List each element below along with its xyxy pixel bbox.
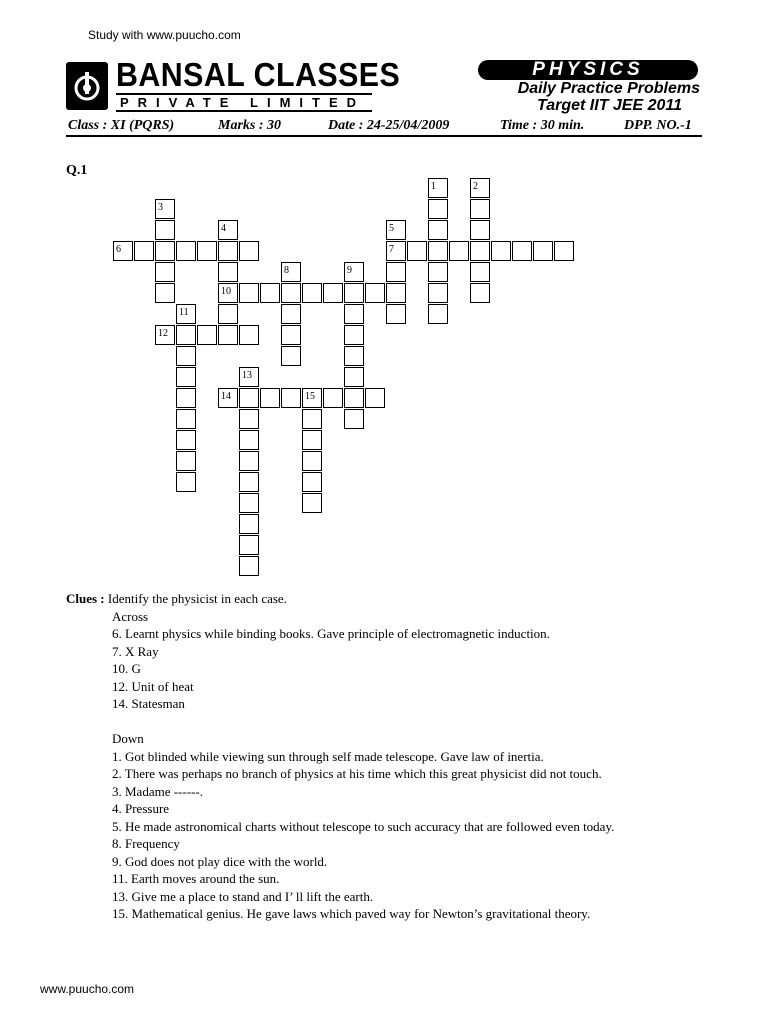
crossword-cell[interactable] <box>176 325 196 345</box>
down-clue: 2. There was perhaps no branch of physics at his time which this great physicist did not touch. <box>112 766 602 781</box>
crossword-cell[interactable] <box>239 283 259 303</box>
across-clue: 12. Unit of heat <box>112 678 194 694</box>
crossword-cell[interactable] <box>386 304 406 324</box>
crossword-cell[interactable] <box>323 283 343 303</box>
crossword-cell[interactable] <box>260 283 280 303</box>
crossword-cell[interactable] <box>344 367 364 387</box>
clues-section <box>66 590 614 923</box>
crossword-cell[interactable] <box>239 241 259 261</box>
crossword-cell[interactable] <box>176 409 196 429</box>
crossword-cell[interactable] <box>512 241 532 261</box>
crossword-cell[interactable] <box>428 262 448 282</box>
crossword-cell[interactable] <box>281 388 301 408</box>
clues-label: Clues : <box>66 591 105 606</box>
crossword-cell[interactable] <box>260 388 280 408</box>
down-clue: 1. Got blinded while viewing sun through self made telescope. Gave law of inertia. <box>112 748 544 764</box>
clue-number: 7 <box>389 244 394 255</box>
dpp-title: Daily Practice Problems <box>517 80 700 97</box>
down-clue: 8. Frequency <box>112 836 180 851</box>
crossword-cell[interactable] <box>197 241 217 261</box>
time-info: Time : 30 min. <box>500 118 585 133</box>
crossword-cell[interactable] <box>218 241 238 261</box>
down-title: Down <box>112 731 144 746</box>
crossword-cell[interactable] <box>428 241 448 261</box>
study-header: Study with www.puucho.com <box>88 28 241 42</box>
dpp-number: DPP. NO.-1 <box>624 118 692 133</box>
crossword-cell[interactable] <box>281 283 301 303</box>
crossword-cell[interactable] <box>428 199 448 219</box>
crossword-cell[interactable] <box>176 451 196 471</box>
crossword-cell[interactable] <box>554 241 574 261</box>
crossword-cell[interactable] <box>344 409 364 429</box>
clue-number: 12 <box>158 328 168 339</box>
across-clue: 10. G <box>112 661 141 676</box>
date-info: Date : 24-25/04/2009 <box>328 118 450 133</box>
down-clue: 5. He made astronomical charts without telescope to such accuracy that are followed even today. <box>112 818 615 834</box>
crossword-cell[interactable] <box>176 346 196 366</box>
down-clue: 4. Pressure <box>112 801 170 816</box>
crossword-cell[interactable] <box>344 325 364 345</box>
clue-number: 15 <box>305 391 315 402</box>
crossword-cell[interactable] <box>302 409 322 429</box>
crossword-cell[interactable] <box>470 262 490 282</box>
crossword-cell[interactable] <box>428 220 448 240</box>
clue-number: 4 <box>221 223 226 234</box>
crossword-cell[interactable] <box>302 430 322 450</box>
crossword-cell[interactable] <box>176 472 196 492</box>
crossword-cell[interactable] <box>239 514 259 534</box>
crossword-cell[interactable] <box>176 367 196 387</box>
down-clue: 13. Give me a place to stand and I’ ll lift the earth. <box>112 888 374 904</box>
crossword-cell[interactable] <box>365 388 385 408</box>
crossword-cell[interactable] <box>281 346 301 366</box>
marks-info: Marks : 30 <box>218 118 282 133</box>
crossword-cell[interactable] <box>533 241 553 261</box>
crossword-cell[interactable] <box>344 283 364 303</box>
brand-name: BANSAL CLASSES <box>116 56 401 93</box>
crossword-cell[interactable] <box>176 388 196 408</box>
clue-number: 6 <box>116 244 121 255</box>
crossword-cell[interactable] <box>176 241 196 261</box>
crossword-cell[interactable] <box>344 304 364 324</box>
crossword-cell[interactable] <box>155 220 175 240</box>
crossword-cell[interactable] <box>239 325 259 345</box>
crossword-cell[interactable] <box>323 388 343 408</box>
crossword-cell[interactable] <box>365 283 385 303</box>
crossword-cell[interactable] <box>239 472 259 492</box>
crossword-cell[interactable] <box>470 283 490 303</box>
crossword-cell[interactable] <box>239 535 259 555</box>
clue-number: 3 <box>158 202 163 213</box>
clue-number: 9 <box>347 265 352 276</box>
clue-number: 1 <box>431 181 436 192</box>
crossword-cell[interactable] <box>155 241 175 261</box>
crossword-cell[interactable] <box>239 556 259 576</box>
down-clue: 3. Madame ------. <box>112 783 203 799</box>
crossword-cell[interactable] <box>218 304 238 324</box>
across-clue: 14. Statesman <box>112 696 185 711</box>
crossword-cell[interactable] <box>218 262 238 282</box>
crossword-cell[interactable] <box>302 472 322 492</box>
crossword-cell[interactable] <box>428 304 448 324</box>
crossword-cell[interactable] <box>449 241 469 261</box>
crossword-cell[interactable] <box>239 409 259 429</box>
subject-badge: PHYSICS <box>478 60 698 80</box>
down-clue: 9. God does not play dice with the world. <box>112 853 328 869</box>
clue-number: 5 <box>389 223 394 234</box>
class-info: Class : XI (PQRS) <box>68 118 175 133</box>
crossword-cell[interactable] <box>407 241 427 261</box>
clues-intro: Identify the physicist in each case. <box>107 591 287 606</box>
crossword-cell[interactable] <box>281 325 301 345</box>
clue-number: 2 <box>473 181 478 192</box>
clue-number: 11 <box>179 307 189 318</box>
crossword-cell[interactable] <box>344 388 364 408</box>
crossword-cell[interactable] <box>302 451 322 471</box>
crossword-cell[interactable] <box>134 241 154 261</box>
crossword-cell[interactable] <box>155 283 175 303</box>
crossword-cell[interactable] <box>239 388 259 408</box>
crossword-cell[interactable] <box>470 220 490 240</box>
crossword-cell[interactable] <box>302 493 322 513</box>
down-clue: 15. Mathematical genius. He gave laws which paved way for Newton’s gravitational theory. <box>112 906 591 921</box>
crossword-cell[interactable] <box>197 325 217 345</box>
crossword-cell[interactable] <box>155 262 175 282</box>
clue-number: 8 <box>284 265 289 276</box>
down-clue: 11. Earth moves around the sun. <box>112 871 280 886</box>
crossword-cell[interactable] <box>386 262 406 282</box>
crossword-cell[interactable] <box>218 325 238 345</box>
crossword-cell[interactable] <box>176 430 196 450</box>
clue-number: 10 <box>221 286 231 297</box>
footer-url: www.puucho.com <box>40 982 135 996</box>
across-clue: 7. X Ray <box>112 643 159 659</box>
clue-number: 13 <box>242 370 252 381</box>
crossword-cell[interactable] <box>428 283 448 303</box>
across-clue: 6. Learnt physics while binding books. Gave principle of electromagnetic induction. <box>112 626 550 641</box>
across-title: Across <box>112 608 149 624</box>
crossword-cell[interactable] <box>239 451 259 471</box>
crossword-cell[interactable] <box>470 241 490 261</box>
target-text: Target IIT JEE 2011 <box>537 97 682 114</box>
crossword-cell[interactable] <box>239 430 259 450</box>
crossword-cell[interactable] <box>470 199 490 219</box>
question-label: Q.1 <box>66 163 88 178</box>
brand-subtitle: PRIVATE LIMITED <box>120 95 366 110</box>
crossword-cell[interactable] <box>491 241 511 261</box>
crossword-cell[interactable] <box>239 493 259 513</box>
crossword-cell[interactable] <box>281 304 301 324</box>
clue-number: 14 <box>221 391 231 402</box>
crossword-cell[interactable] <box>302 283 322 303</box>
crossword-cell[interactable] <box>344 346 364 366</box>
crossword-cell[interactable] <box>386 283 406 303</box>
